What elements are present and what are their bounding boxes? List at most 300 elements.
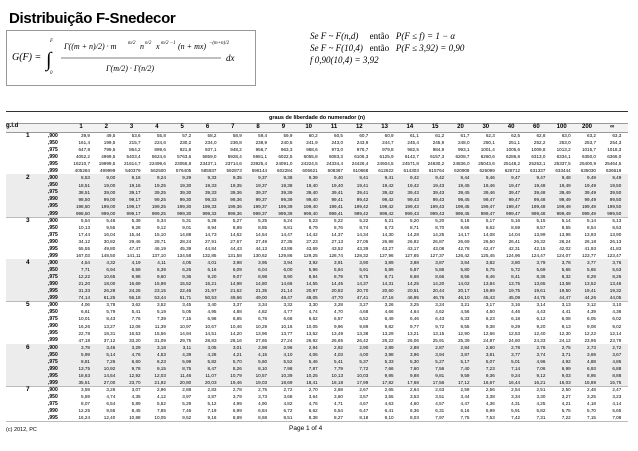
table-cell: 2,96 bbox=[283, 344, 293, 350]
table-cell: 592873 bbox=[226, 168, 242, 174]
table-cell: 999,49 bbox=[556, 210, 571, 216]
table-cell: 74,14 bbox=[78, 295, 90, 301]
table-cell: 3,77 bbox=[587, 260, 596, 266]
table-cell: 14,28 bbox=[407, 231, 419, 237]
table-cell: 19,38 bbox=[280, 182, 293, 188]
table-cell: 4,39 bbox=[587, 309, 596, 315]
table-cell: 3,46 bbox=[106, 344, 116, 350]
table-cell: 3,67 bbox=[612, 351, 622, 357]
table-cell: 19,89 bbox=[483, 288, 495, 294]
table-cell: 17,82 bbox=[382, 379, 394, 385]
table-cell: 5,65 bbox=[612, 408, 622, 414]
table-cell: 45,09 bbox=[508, 295, 521, 301]
table-cell: 6,84 bbox=[258, 408, 268, 414]
table-cell: 6,60 bbox=[131, 358, 141, 364]
column-header: 20 bbox=[457, 124, 464, 130]
table-cell: 39,17 bbox=[129, 189, 141, 195]
table-cell: 3,76 bbox=[612, 260, 622, 266]
table-cell: 4052,2 bbox=[75, 154, 90, 160]
page-title: Distribuição F-Snedecor bbox=[9, 10, 176, 27]
table-cell: 199,42 bbox=[354, 203, 369, 209]
table-cell: 12,90 bbox=[458, 330, 470, 336]
table-cell: 34,12 bbox=[78, 238, 90, 244]
table-cell: 5,01 bbox=[511, 358, 521, 364]
table-cell: 3,18 bbox=[156, 344, 166, 350]
table-cell: 2,56 bbox=[485, 386, 495, 392]
table-cell: 199,41 bbox=[328, 203, 343, 209]
table-cell: 99,47 bbox=[483, 196, 495, 202]
table-cell: 19,40 bbox=[306, 182, 318, 188]
table-cell: 5,14 bbox=[587, 217, 596, 223]
table-cell: 3,01 bbox=[232, 344, 242, 350]
table-cell: 45,39 bbox=[179, 245, 192, 251]
table-cell: 6,18 bbox=[511, 316, 521, 322]
table-cell: 41,83 bbox=[609, 245, 622, 251]
table-cell: 99,37 bbox=[255, 196, 268, 202]
table-cell: 999,42 bbox=[354, 210, 369, 216]
table-cell: 19,49 bbox=[584, 182, 596, 188]
table-cell: 23,15 bbox=[154, 288, 166, 294]
table-cell: 199,47 bbox=[480, 203, 495, 209]
table-cell: 3,62 bbox=[131, 302, 141, 308]
table-cell: 8,89 bbox=[232, 224, 242, 230]
table-cell: 39,43 bbox=[432, 189, 445, 195]
table-cell: 12,22 bbox=[78, 274, 90, 280]
table-cell: 99,00 bbox=[103, 196, 116, 202]
column-header: 6 bbox=[205, 124, 210, 130]
denominator-df: 3 bbox=[26, 216, 30, 224]
alpha-label: ,975 bbox=[48, 358, 58, 365]
alpha-label: ,999 bbox=[48, 168, 58, 175]
table-cell: 199,48 bbox=[531, 203, 546, 209]
table-cell: 27,13 bbox=[331, 238, 343, 244]
table-cell: 3,68 bbox=[283, 394, 293, 400]
table-cell: 4,31 bbox=[511, 401, 521, 407]
table-cell: 2,73 bbox=[587, 344, 596, 350]
table-cell: 26,50 bbox=[483, 238, 495, 244]
table-cell: 5,14 bbox=[561, 217, 571, 223]
table-cell: 22499,6 bbox=[149, 161, 166, 167]
table-cell: 4,19 bbox=[131, 260, 141, 266]
table-cell: 4,10 bbox=[283, 351, 293, 357]
table-cell: 98,50 bbox=[78, 196, 90, 202]
table-cell: 2,89 bbox=[384, 344, 394, 350]
table-cell: 23,70 bbox=[129, 379, 141, 385]
table-cell: 10,88 bbox=[129, 415, 141, 421]
table-cell: 51,71 bbox=[179, 295, 192, 301]
table-cell: 8,46 bbox=[485, 274, 495, 280]
table-cell: 5,27 bbox=[232, 217, 242, 223]
column-header: ∞ bbox=[610, 124, 615, 130]
table-cell: 612622 bbox=[378, 168, 394, 174]
table-cell: 3,34 bbox=[258, 302, 268, 308]
table-cell: 23,95 bbox=[584, 337, 596, 343]
column-header: 13 bbox=[381, 124, 388, 130]
alpha-label: ,950 bbox=[48, 393, 58, 400]
table-cell: 5,37 bbox=[359, 358, 369, 364]
table-cell: 3,73 bbox=[258, 394, 268, 400]
table-cell: 44,05 bbox=[609, 295, 622, 301]
table-cell: 24,87 bbox=[483, 337, 495, 343]
relation-1-right: P(F ≤ f) = 1 − α bbox=[395, 31, 456, 41]
svg-text:(n + mx): (n + mx) bbox=[178, 42, 207, 51]
table-cell: 9,55 bbox=[106, 224, 116, 230]
table-cell: 245,9 bbox=[432, 140, 445, 146]
table-cell: 199,37 bbox=[253, 203, 268, 209]
table-cell: 39,43 bbox=[407, 189, 419, 195]
table-cell: 12,30 bbox=[559, 330, 571, 336]
table-cell: 9,42 bbox=[409, 175, 419, 181]
table-cell: 5,22 bbox=[334, 217, 343, 223]
table-cell: 24224,5 bbox=[301, 161, 318, 167]
table-cell: 8,74 bbox=[359, 224, 369, 230]
table-cell: 2,67 bbox=[359, 386, 369, 392]
table-cell: 99,49 bbox=[584, 196, 596, 202]
table-cell: 60,7 bbox=[359, 133, 369, 139]
table-cell: 24571,8 bbox=[402, 161, 419, 167]
table-cell: 39,49 bbox=[559, 189, 571, 195]
table-cell: 1015,7 bbox=[581, 147, 596, 153]
alpha-label: ,990 bbox=[48, 407, 58, 414]
table-cell: 5,23 bbox=[308, 217, 318, 223]
table-cell: 20,80 bbox=[179, 379, 192, 385]
table-cell: 3,79 bbox=[232, 394, 242, 400]
table-cell: 28,16 bbox=[230, 337, 242, 343]
table-cell: 610668 bbox=[352, 168, 369, 174]
table-cell: 9,29 bbox=[511, 323, 521, 329]
table-cell: 8,26 bbox=[232, 365, 242, 371]
df-group bbox=[6, 301, 628, 343]
table-cell: 2,78 bbox=[232, 386, 242, 392]
table-cell: 13,93 bbox=[584, 231, 596, 237]
table-cell: 19,42 bbox=[382, 182, 394, 188]
table-cell: 244,7 bbox=[382, 140, 394, 146]
table-cell: 43,08 bbox=[432, 245, 445, 251]
table-cell: 44,43 bbox=[230, 245, 242, 251]
table-cell: 7,72 bbox=[359, 365, 369, 371]
table-cell: 15,52 bbox=[179, 281, 192, 287]
table-cell: 1009,8 bbox=[531, 147, 546, 153]
table-cell: 199,49 bbox=[556, 203, 571, 209]
table-cell: 5,59 bbox=[81, 394, 90, 400]
table-cell: 899,6 bbox=[154, 147, 166, 153]
table-cell: 28,24 bbox=[179, 238, 192, 244]
table-cell: 243,0 bbox=[331, 140, 343, 146]
table-cell: 993,1 bbox=[458, 147, 470, 153]
table-cell: 3,98 bbox=[384, 351, 394, 357]
table-cell: 963,3 bbox=[280, 147, 293, 153]
table-cell: 2,92 bbox=[334, 344, 343, 350]
table-cell: 631337 bbox=[530, 168, 546, 174]
table-cell: 3,89 bbox=[384, 260, 394, 266]
table-cell: 4,77 bbox=[283, 309, 293, 315]
table-cell: 5,99 bbox=[182, 358, 192, 364]
table-cell: 3,27 bbox=[359, 302, 369, 308]
table-cell: 5,54 bbox=[81, 217, 90, 223]
table-cell: 128,74 bbox=[328, 253, 343, 259]
table-cell: 5,87 bbox=[409, 267, 419, 273]
table-cell: 999,39 bbox=[278, 210, 293, 216]
table-cell: 38,51 bbox=[78, 189, 90, 195]
table-cell: 9,24 bbox=[156, 175, 166, 181]
table-cell: 126,42 bbox=[455, 253, 470, 259]
table-cell: 8,53 bbox=[612, 224, 622, 230]
table-cell: 4,74 bbox=[106, 394, 116, 400]
table-cell: 39,37 bbox=[255, 189, 268, 195]
table-cell: 8,79 bbox=[334, 274, 343, 280]
table-cell: 24,33 bbox=[533, 337, 546, 343]
table-cell: 948,2 bbox=[230, 147, 242, 153]
table-cell: 3,25 bbox=[587, 394, 596, 400]
column-header: 60 bbox=[533, 124, 540, 130]
table-cell: 19,50 bbox=[609, 182, 622, 188]
table-cell: 7,71 bbox=[81, 267, 90, 273]
table-cell: 3,96 bbox=[409, 351, 419, 357]
table-cell: 999,49 bbox=[581, 210, 596, 216]
alpha-label: ,950 bbox=[48, 182, 58, 189]
table-cell: 5,65 bbox=[587, 267, 596, 273]
table-cell: 999,40 bbox=[303, 210, 318, 216]
table-cell: 8,68 bbox=[409, 274, 419, 280]
table-cell: 9,72 bbox=[435, 323, 445, 329]
table-cell: 9,95 bbox=[384, 372, 394, 378]
table-cell: 3,21 bbox=[460, 302, 470, 308]
table-cell: 8,71 bbox=[384, 274, 394, 280]
table-cell: 3,71 bbox=[561, 351, 571, 357]
table-cell: 7,26 bbox=[106, 358, 116, 364]
table-cell: 3,77 bbox=[511, 351, 521, 357]
svg-text:x: x bbox=[156, 42, 160, 51]
table-cell: 937,1 bbox=[205, 147, 217, 153]
table-cell: 58,2 bbox=[207, 133, 217, 139]
table-cell: 15,56 bbox=[154, 330, 166, 336]
table-cell: 8,29 bbox=[587, 274, 596, 280]
table-cell: 633444 bbox=[555, 168, 571, 174]
table-cell: 15,44 bbox=[129, 231, 141, 237]
table-cell: 4,92 bbox=[561, 358, 571, 364]
alpha-label: ,900 bbox=[48, 386, 58, 393]
table-cell: 4,82 bbox=[283, 401, 293, 407]
table-cell: 14,73 bbox=[205, 231, 217, 237]
table-cell: 6,16 bbox=[460, 408, 470, 414]
table-cell: 8,47 bbox=[207, 365, 217, 371]
table-cell: 3,87 bbox=[435, 260, 445, 266]
table-cell: 7,53 bbox=[485, 415, 495, 421]
table-cell: 7,31 bbox=[536, 415, 546, 421]
table-cell: 4,21 bbox=[561, 401, 571, 407]
table-cell: 4,32 bbox=[106, 260, 116, 266]
table-cell: 999,37 bbox=[253, 210, 268, 216]
table-cell: 8,81 bbox=[81, 358, 90, 364]
table-cell: 24,26 bbox=[129, 288, 141, 294]
table-cell: 2,72 bbox=[612, 344, 622, 350]
table-cell: 5,16 bbox=[511, 217, 521, 223]
table-cell: 6,39 bbox=[156, 267, 166, 273]
table-cell: 3,34 bbox=[511, 394, 521, 400]
table-cell: 3,51 bbox=[435, 394, 445, 400]
table-cell: 43,69 bbox=[306, 245, 318, 251]
table-cell: 19,48 bbox=[533, 182, 546, 188]
alpha-label: ,975 bbox=[48, 273, 58, 280]
table-cell: 3,88 bbox=[409, 260, 419, 266]
table-cell: 23437,1 bbox=[199, 161, 217, 167]
table-cell: 47,18 bbox=[78, 337, 90, 343]
alpha-label: ,950 bbox=[48, 266, 58, 273]
table-cell: 17,44 bbox=[78, 231, 90, 237]
table-cell: 4,47 bbox=[460, 401, 470, 407]
table-cell: 13,96 bbox=[255, 330, 268, 336]
table-cell: 13,46 bbox=[609, 281, 622, 287]
table-cell: 999,47 bbox=[480, 210, 495, 216]
table-cell: 24504,5 bbox=[376, 161, 394, 167]
table-cell: 26,28 bbox=[103, 288, 116, 294]
table-cell: 199,36 bbox=[227, 203, 242, 209]
column-header: 3 bbox=[129, 124, 134, 130]
table-cell: 63,3 bbox=[612, 133, 622, 139]
table-cell: 6350,0 bbox=[581, 154, 596, 160]
table-cell: 39,45 bbox=[458, 189, 470, 195]
table-cell: 5,14 bbox=[106, 351, 116, 357]
table-cell: 49,00 bbox=[255, 295, 268, 301]
table-cell: 6,23 bbox=[156, 358, 166, 364]
table-cell: 46,10 bbox=[458, 295, 470, 301]
table-cell: 6,99 bbox=[561, 365, 571, 371]
table-cell: 39,30 bbox=[179, 189, 192, 195]
table-cell: 141,11 bbox=[126, 253, 141, 259]
table-cell: 50,53 bbox=[205, 295, 217, 301]
table-cell: 21,92 bbox=[154, 379, 166, 385]
table-cell: 8,98 bbox=[258, 274, 268, 280]
table-cell: 5,91 bbox=[511, 408, 521, 414]
table-cell: 614303 bbox=[403, 168, 419, 174]
table-cell: 57,2 bbox=[182, 133, 192, 139]
table-cell: 9,47 bbox=[511, 175, 521, 181]
table-cell: 9,07 bbox=[232, 274, 242, 280]
table-cell: 999,48 bbox=[531, 210, 546, 216]
table-cell: 9,78 bbox=[131, 365, 141, 371]
column-header: 9 bbox=[281, 124, 286, 130]
table-cell: 14,30 bbox=[382, 231, 394, 237]
table-cell: 19,42 bbox=[407, 182, 419, 188]
alpha-label: ,900 bbox=[48, 175, 58, 182]
table-cell: 4,88 bbox=[587, 358, 596, 364]
table-cell: 20,60 bbox=[382, 288, 394, 294]
table-cell: 6,04 bbox=[258, 267, 268, 273]
table-cell: 8,56 bbox=[460, 274, 470, 280]
table-cell: 598144 bbox=[251, 168, 268, 174]
table-cell: 61,25 bbox=[103, 295, 116, 301]
table-cell: 10,79 bbox=[230, 372, 242, 378]
table-cell: 921,8 bbox=[179, 147, 192, 153]
table-cell: 7,56 bbox=[435, 365, 445, 371]
table-cell: 4,12 bbox=[156, 394, 166, 400]
table-cell: 2,51 bbox=[536, 386, 546, 392]
table-cell: 9,20 bbox=[207, 274, 217, 280]
table-cell: 42,78 bbox=[458, 245, 470, 251]
table-cell: 5,41 bbox=[131, 309, 141, 315]
table-cell: 10,57 bbox=[255, 372, 268, 378]
copyright: (c) 2012, PC bbox=[6, 427, 37, 433]
table-cell: 3,78 bbox=[561, 260, 571, 266]
table-cell: 13,21 bbox=[407, 330, 419, 336]
table-cell: 605621 bbox=[302, 168, 318, 174]
table-cell: 13,62 bbox=[306, 330, 318, 336]
table-cell: 3,32 bbox=[283, 302, 293, 308]
table-cell: 3,12 bbox=[587, 302, 596, 308]
table-cell: 254,3 bbox=[609, 140, 622, 146]
table-cell: 976,7 bbox=[356, 147, 369, 153]
table-cell: 956,7 bbox=[255, 147, 268, 153]
table-cell: 4,15 bbox=[258, 351, 268, 357]
table-cell: 2,75 bbox=[258, 386, 268, 392]
table-cell: 7,76 bbox=[131, 316, 141, 322]
table-cell: 6,93 bbox=[587, 365, 596, 371]
table-cell: 5,12 bbox=[207, 401, 217, 407]
table-cell: 60,5 bbox=[334, 133, 343, 139]
table-cell: 42,15 bbox=[533, 245, 546, 251]
table-cell: 14,02 bbox=[458, 281, 470, 287]
table-cell: 8,43 bbox=[106, 316, 116, 322]
table-cell: 19,37 bbox=[255, 182, 268, 188]
denominator-df: 1 bbox=[26, 132, 30, 139]
table-cell: 10,65 bbox=[103, 274, 116, 280]
table-cell: 6,98 bbox=[207, 316, 217, 322]
table-cell: 10,13 bbox=[331, 372, 343, 378]
column-header: 14 bbox=[406, 124, 414, 130]
table-cell: 25148,2 bbox=[503, 161, 521, 167]
svg-text:∫: ∫ bbox=[46, 49, 52, 71]
table-cell: 7,42 bbox=[511, 415, 521, 421]
table-cell: 199,33 bbox=[202, 203, 217, 209]
table-cell: 234,0 bbox=[205, 140, 217, 146]
table-cell: 3,10 bbox=[612, 302, 622, 308]
table-cell: 199,47 bbox=[506, 203, 521, 209]
table-cell: 9,29 bbox=[182, 175, 192, 181]
table-cell: 9,12 bbox=[156, 224, 166, 230]
table-cell: 5,99 bbox=[81, 351, 90, 357]
table-cell: 4,50 bbox=[485, 309, 495, 315]
table-cell: 576405 bbox=[175, 168, 192, 174]
table-cell: 14,62 bbox=[230, 231, 242, 237]
table-cell: 99,42 bbox=[356, 196, 369, 202]
table-cell: 8,07 bbox=[81, 401, 90, 407]
table-cell: 59,9 bbox=[283, 133, 293, 139]
table-cell: 127,96 bbox=[379, 253, 394, 259]
table-cell: 47,41 bbox=[356, 295, 369, 301]
table-cell: 27,65 bbox=[255, 337, 268, 343]
table-cell: 9,12 bbox=[536, 372, 546, 378]
table-cell: 20,51 bbox=[407, 288, 419, 294]
table-cell: 3,26 bbox=[106, 386, 116, 392]
table-cell: 10,97 bbox=[179, 323, 192, 329]
alpha-label: ,995 bbox=[48, 161, 58, 168]
table-cell: 199,40 bbox=[303, 203, 318, 209]
table-cell: 14,08 bbox=[483, 231, 495, 237]
table-cell: 5,34 bbox=[156, 217, 166, 223]
table-cell: 6,12 bbox=[536, 316, 546, 322]
table-cell: 5,96 bbox=[308, 267, 318, 273]
table-cell: 18,31 bbox=[103, 330, 116, 336]
table-cell: 5,99 bbox=[485, 408, 495, 414]
table-cell: 19,46 bbox=[483, 182, 495, 188]
table-cell: 99,49 bbox=[559, 196, 571, 202]
table-cell: 5,91 bbox=[359, 267, 369, 273]
table-cell: 27,23 bbox=[306, 238, 318, 244]
table-cell: 9,37 bbox=[258, 175, 268, 181]
table-cell: 44,13 bbox=[255, 245, 268, 251]
table-cell: 4,74 bbox=[308, 309, 318, 315]
table-cell: 9,16 bbox=[207, 415, 217, 421]
